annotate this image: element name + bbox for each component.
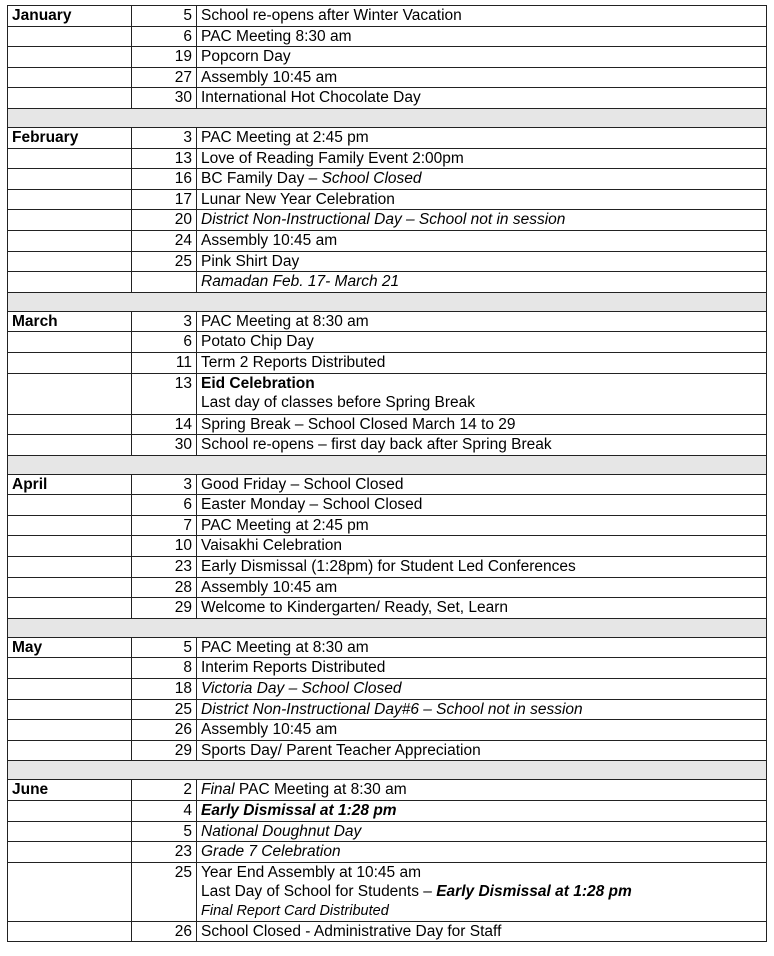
- event-line: [201, 557, 762, 576]
- event-text: Popcorn Day: [201, 48, 291, 66]
- day-number: 18: [132, 679, 197, 700]
- day-number: 6: [132, 495, 197, 516]
- month-cell-empty: [8, 536, 132, 557]
- event-row: [8, 352, 767, 373]
- event-text: Ramadan Feb. 17- March 21: [201, 273, 400, 291]
- day-number: 24: [132, 230, 197, 251]
- month-cell-empty: [8, 658, 132, 679]
- month-cell-empty: [8, 679, 132, 700]
- event-text: District Non-Instructional Day#6 – School not in session: [201, 700, 583, 718]
- event-description: [197, 495, 767, 516]
- event-line: [201, 169, 762, 188]
- day-number: 2: [132, 780, 197, 801]
- day-number: 13: [132, 373, 197, 414]
- event-line: [201, 475, 762, 494]
- event-text: PAC Meeting at 8:30 am: [201, 312, 369, 330]
- day-number: 30: [132, 88, 197, 109]
- event-text: National Doughnut Day: [201, 822, 362, 840]
- day-number: 26: [132, 720, 197, 741]
- day-number: 5: [132, 821, 197, 842]
- day-number: 8: [132, 658, 197, 679]
- day-number: 5: [132, 637, 197, 658]
- month-cell-empty: [8, 169, 132, 190]
- event-row: [8, 230, 767, 251]
- separator-cell: [8, 292, 767, 311]
- event-line: [201, 658, 762, 677]
- event-text: Early Dismissal at 1:28 pm: [436, 882, 632, 900]
- day-number: 6: [132, 26, 197, 47]
- month-cell-empty: [8, 699, 132, 720]
- event-row: [8, 536, 767, 557]
- event-description: [197, 474, 767, 495]
- event-text: Grade 7 Celebration: [201, 843, 341, 861]
- school-calendar-table: [7, 5, 767, 942]
- event-description: [197, 210, 767, 231]
- event-row: [8, 414, 767, 435]
- event-line: [201, 6, 762, 25]
- event-description: [197, 311, 767, 332]
- event-text: PAC Meeting at 2:45 pm: [201, 516, 369, 534]
- event-row: [8, 740, 767, 761]
- event-row: [8, 127, 767, 148]
- event-line: [201, 27, 762, 46]
- event-row: [8, 373, 767, 414]
- event-row: [8, 474, 767, 495]
- event-text: Pink Shirt Day: [201, 252, 300, 270]
- event-text: Assembly 10:45 am: [201, 721, 338, 739]
- event-text: Good Friday – School Closed: [201, 475, 404, 493]
- month-cell-empty: [8, 495, 132, 516]
- month-cell-empty: [8, 251, 132, 272]
- event-description: [197, 67, 767, 88]
- day-number: 3: [132, 474, 197, 495]
- event-line: [201, 495, 762, 514]
- event-description: [197, 536, 767, 557]
- event-row: [8, 842, 767, 863]
- month-separator: [8, 761, 767, 780]
- event-text: Early Dismissal at 1:28 pm: [201, 802, 397, 819]
- month-label: January: [8, 6, 132, 27]
- month-cell-empty: [8, 210, 132, 231]
- event-line: [201, 679, 762, 698]
- event-description: [197, 720, 767, 741]
- month-cell-empty: [8, 272, 132, 293]
- separator-cell: [8, 618, 767, 637]
- event-row: [8, 637, 767, 658]
- event-line: [201, 435, 762, 454]
- day-number: 13: [132, 148, 197, 169]
- event-line: [201, 720, 762, 739]
- event-line: [201, 536, 762, 555]
- event-text: Eid Celebration: [201, 374, 315, 392]
- day-number: 30: [132, 435, 197, 456]
- event-text: Term 2 Reports Distributed: [201, 353, 386, 371]
- event-row: [8, 780, 767, 801]
- event-line: [201, 47, 762, 66]
- month-cell-empty: [8, 842, 132, 863]
- event-text: PAC Meeting at 8:30 am: [201, 638, 369, 656]
- month-cell-empty: [8, 47, 132, 68]
- month-separator: [8, 108, 767, 127]
- event-text: International Hot Chocolate Day: [201, 89, 421, 107]
- event-description: [197, 6, 767, 27]
- event-description: [197, 637, 767, 658]
- event-text: Final: [201, 781, 235, 799]
- event-description: [197, 557, 767, 578]
- event-description: [197, 515, 767, 536]
- month-cell-empty: [8, 557, 132, 578]
- event-row: [8, 169, 767, 190]
- event-line: [201, 353, 762, 372]
- month-cell-empty: [8, 414, 132, 435]
- day-number: 29: [132, 598, 197, 619]
- event-text: Spring Break – School Closed March 14 to 29: [201, 415, 516, 433]
- day-number: 14: [132, 414, 197, 435]
- event-row: [8, 435, 767, 456]
- event-line: [201, 801, 762, 820]
- day-number: 23: [132, 557, 197, 578]
- month-cell-empty: [8, 821, 132, 842]
- event-row: [8, 272, 767, 293]
- event-description: [197, 921, 767, 942]
- month-cell-empty: [8, 189, 132, 210]
- event-line: [201, 128, 762, 147]
- event-description: [197, 699, 767, 720]
- day-number: 3: [132, 311, 197, 332]
- month-cell-empty: [8, 230, 132, 251]
- day-number: 25: [132, 699, 197, 720]
- event-row: [8, 720, 767, 741]
- event-row: [8, 801, 767, 822]
- event-row: [8, 67, 767, 88]
- month-separator: [8, 618, 767, 637]
- event-description: [197, 230, 767, 251]
- event-row: [8, 47, 767, 68]
- event-line: [201, 252, 762, 271]
- event-text: Last Day of School for Students –: [201, 882, 437, 900]
- event-description: [197, 658, 767, 679]
- event-row: [8, 332, 767, 353]
- day-number: 17: [132, 189, 197, 210]
- event-description: [197, 842, 767, 863]
- event-text: PAC Meeting 8:30 am: [201, 27, 352, 45]
- event-text: Assembly 10:45 am: [201, 68, 338, 86]
- day-number: 7: [132, 515, 197, 536]
- event-text: Sports Day/ Parent Teacher Appreciation: [201, 741, 481, 759]
- day-number: 4: [132, 801, 197, 822]
- day-number: 20: [132, 210, 197, 231]
- event-text: School Closed - Administrative Day for Staff: [201, 922, 502, 940]
- day-number: 11: [132, 352, 197, 373]
- event-line: [201, 822, 762, 841]
- event-description: [197, 801, 767, 822]
- event-text: Victoria Day – School Closed: [201, 680, 402, 698]
- event-line: [201, 231, 762, 250]
- event-line: [201, 882, 762, 901]
- day-number: 3: [132, 127, 197, 148]
- event-description: [197, 352, 767, 373]
- event-text: Potato Chip Day: [201, 333, 314, 351]
- event-text: BC Family Day –: [201, 170, 322, 188]
- event-row: [8, 699, 767, 720]
- event-text: District Non-Instructional Day – School not in session: [201, 211, 566, 229]
- month-cell-empty: [8, 332, 132, 353]
- event-line: [201, 741, 762, 760]
- event-row: [8, 148, 767, 169]
- month-cell-empty: [8, 373, 132, 414]
- event-line: [201, 332, 762, 351]
- event-line: [201, 149, 762, 168]
- event-text: Last day of classes before Spring Break: [201, 393, 475, 411]
- event-description: [197, 189, 767, 210]
- month-cell-empty: [8, 801, 132, 822]
- month-cell-empty: [8, 88, 132, 109]
- event-row: [8, 557, 767, 578]
- event-line: [201, 68, 762, 87]
- event-row: [8, 6, 767, 27]
- day-number: 29: [132, 740, 197, 761]
- day-number: 23: [132, 842, 197, 863]
- event-line: [201, 393, 762, 412]
- event-line: [201, 312, 762, 331]
- event-row: [8, 862, 767, 921]
- event-line: [201, 272, 762, 291]
- event-line: [201, 598, 762, 617]
- day-number: 10: [132, 536, 197, 557]
- separator-cell: [8, 108, 767, 127]
- event-row: [8, 189, 767, 210]
- event-text: School Closed: [321, 170, 422, 188]
- event-row: [8, 921, 767, 942]
- event-row: [8, 679, 767, 700]
- event-description: [197, 26, 767, 47]
- event-description: [197, 414, 767, 435]
- event-row: [8, 821, 767, 842]
- day-number: 19: [132, 47, 197, 68]
- event-line: [201, 700, 762, 719]
- month-label: June: [8, 780, 132, 801]
- event-line: [201, 415, 762, 434]
- event-description: [197, 373, 767, 414]
- event-description: [197, 148, 767, 169]
- event-text: Early Dismissal (1:28pm) for Student Led Conferences: [201, 558, 576, 576]
- event-description: [197, 862, 767, 921]
- month-cell-empty: [8, 720, 132, 741]
- event-description: [197, 332, 767, 353]
- day-number: 25: [132, 251, 197, 272]
- event-text: Lunar New Year Celebration: [201, 190, 395, 208]
- month-label: May: [8, 637, 132, 658]
- calendar-body: [8, 6, 767, 942]
- event-line: [201, 842, 762, 861]
- event-line: [201, 922, 762, 941]
- event-description: [197, 679, 767, 700]
- event-line: [201, 638, 762, 657]
- event-description: [197, 821, 767, 842]
- event-text: Assembly 10:45 am: [201, 578, 338, 596]
- month-separator: [8, 455, 767, 474]
- day-number: 26: [132, 921, 197, 942]
- event-description: [197, 272, 767, 293]
- event-text: Assembly 10:45 am: [201, 231, 338, 249]
- event-row: [8, 658, 767, 679]
- separator-cell: [8, 761, 767, 780]
- event-line: [201, 901, 762, 921]
- event-description: [197, 435, 767, 456]
- event-line: [201, 374, 762, 393]
- separator-cell: [8, 455, 767, 474]
- month-cell-empty: [8, 577, 132, 598]
- event-text: Vaisakhi Celebration: [201, 537, 343, 555]
- month-cell-empty: [8, 515, 132, 536]
- day-number: 5: [132, 6, 197, 27]
- event-line: [201, 190, 762, 209]
- month-cell-empty: [8, 862, 132, 921]
- event-text: School re-opens after Winter Vacation: [201, 7, 462, 24]
- event-text: Final Report Card Distributed: [201, 902, 389, 919]
- day-number: 25: [132, 862, 197, 921]
- event-description: [197, 780, 767, 801]
- event-line: [201, 210, 762, 229]
- event-row: [8, 495, 767, 516]
- event-row: [8, 251, 767, 272]
- month-cell-empty: [8, 598, 132, 619]
- month-label: February: [8, 127, 132, 148]
- event-text: Love of Reading Family Event 2:00pm: [201, 149, 464, 167]
- day-number: 28: [132, 577, 197, 598]
- month-cell-empty: [8, 435, 132, 456]
- event-row: [8, 210, 767, 231]
- event-line: [201, 780, 762, 799]
- event-description: [197, 740, 767, 761]
- month-cell-empty: [8, 67, 132, 88]
- event-line: [201, 88, 762, 107]
- event-row: [8, 26, 767, 47]
- event-text: Welcome to Kindergarten/ Ready, Set, Learn: [201, 599, 509, 617]
- event-text: PAC Meeting at 8:30 am: [234, 781, 407, 799]
- day-number: 27: [132, 67, 197, 88]
- month-cell-empty: [8, 921, 132, 942]
- event-row: [8, 598, 767, 619]
- event-text: Easter Monday – School Closed: [201, 496, 423, 514]
- day-number: [132, 272, 197, 293]
- event-row: [8, 577, 767, 598]
- event-description: [197, 88, 767, 109]
- event-text: PAC Meeting at 2:45 pm: [201, 128, 369, 146]
- event-description: [197, 577, 767, 598]
- day-number: 6: [132, 332, 197, 353]
- event-row: [8, 88, 767, 109]
- event-description: [197, 598, 767, 619]
- event-text: School re-opens – first day back after Spring Break: [201, 436, 552, 454]
- event-description: [197, 169, 767, 190]
- day-number: 16: [132, 169, 197, 190]
- event-row: [8, 311, 767, 332]
- event-text: Year End Assembly at 10:45 am: [201, 863, 422, 881]
- month-cell-empty: [8, 148, 132, 169]
- month-cell-empty: [8, 740, 132, 761]
- month-separator: [8, 292, 767, 311]
- event-line: [201, 516, 762, 535]
- month-cell-empty: [8, 26, 132, 47]
- event-text: Interim Reports Distributed: [201, 659, 386, 677]
- event-description: [197, 127, 767, 148]
- event-line: [201, 863, 762, 882]
- event-row: [8, 515, 767, 536]
- event-line: [201, 578, 762, 597]
- month-label: March: [8, 311, 132, 332]
- month-cell-empty: [8, 352, 132, 373]
- event-description: [197, 47, 767, 68]
- event-description: [197, 251, 767, 272]
- month-label: April: [8, 474, 132, 495]
